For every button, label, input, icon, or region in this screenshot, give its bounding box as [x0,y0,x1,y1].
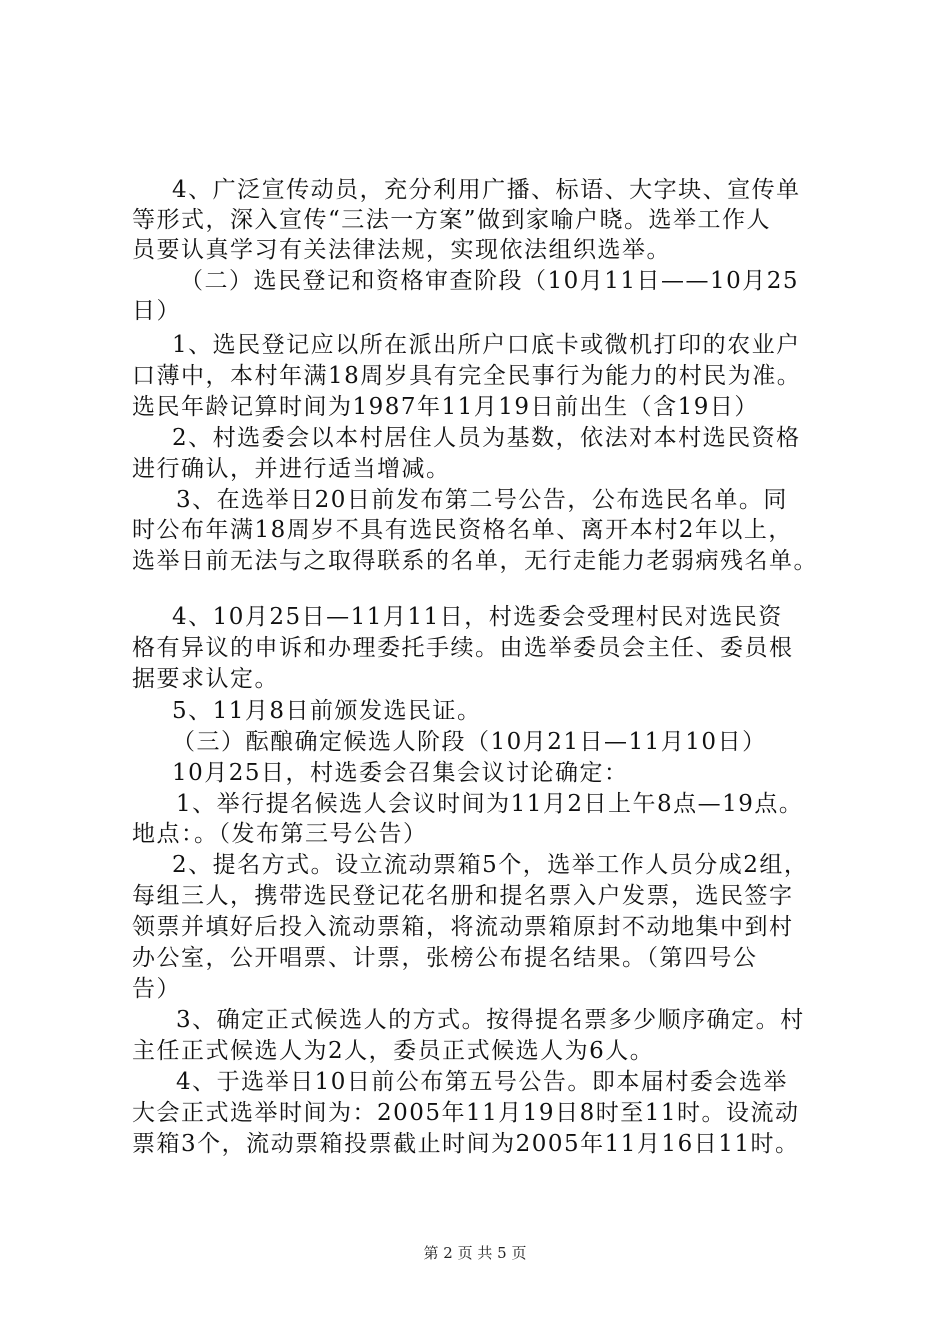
paragraph-line: 口薄中，本村年满18周岁具有完全民事行为能力的村民为准。 [132,363,802,389]
page-footer: 第 2 页 共 5 页 [423,1244,527,1262]
paragraph-line: 据要求认定。 [132,666,279,692]
paragraph-line: 格有异议的申诉和办理委托手续。由选举委员会主任、委员根 [132,635,794,661]
paragraph-line: 4、10月25日—11月11日，村选委会受理村民对选民资 [172,604,783,630]
paragraph-line: 员要认真学习有关法律法规，实现依法组织选举。 [132,237,671,263]
paragraph-line: 每组三人，携带选民登记花名册和提名票入户发票，选民签字 [132,883,794,909]
paragraph-line: 1、举行提名候选人会议时间为11月2日上午8点—19点。 [176,791,804,817]
paragraph-line: 进行确认，并进行适当增减。 [132,456,451,482]
paragraph-line: 选民年龄记算时间为1987年11月19日前出生（含19日） [132,394,759,420]
paragraph-line: 大会正式选举时间为：2005年11月19日8时至11时。设流动 [132,1100,800,1126]
paragraph-line: 地点：。（发布第三号公告） [132,821,428,847]
paragraph-line: 3、确定正式候选人的方式。按得提名票多少顺序确定。村 [176,1007,805,1033]
paragraph-line: 2、村选委会以本村居住人员为基数，依法对本村选民资格 [172,425,801,451]
paragraph-line: 4、广泛宣传动员，充分利用广播、标语、大字块、宣传单 [172,177,801,203]
paragraph-line: 办公室，公开唱票、计票，张榜公布提名结果。（第四号公 [132,945,758,971]
paragraph-line: 告） [132,976,181,1002]
paragraph-line: 4、于选举日10日前公布第五号公告。即本届村委会选举 [176,1069,788,1095]
paragraph-line: 主任正式候选人为2人，委员正式候选人为6人。 [132,1038,655,1064]
paragraph-line: 5、11月8日前颁发选民证。 [172,698,482,724]
paragraph-line: 选举日前无法与之取得联系的名单，无行走能力老弱病残名单。 [132,548,818,574]
paragraph-line: 2、提名方式。设立流动票箱5个，选举工作人员分成2组， [172,852,809,878]
paragraph-line: 领票并填好后投入流动票箱，将流动票箱原封不动地集中到村 [132,914,794,940]
section-heading: （二）选民登记和资格审查阶段（10月11日——10月25 [180,268,800,294]
paragraph-line: 1、选民登记应以所在派出所户口底卡或微机打印的农业户 [172,332,801,358]
paragraph-line: 日） [132,298,181,324]
paragraph-line: 时公布年满18周岁不具有选民资格名单、离开本村2年以上， [132,517,793,543]
section-heading: （三）酝酿确定候选人阶段（10月21日—11月10日） [172,729,767,755]
paragraph-line: 等形式，深入宣传“三法一方案”做到家喻户晓。选举工作人 [132,207,772,233]
paragraph-line: 票箱3个，流动票箱投票截止时间为2005年11月16日11时。 [132,1131,800,1157]
paragraph-line: 3、在选举日20日前发布第二号公告，公布选民名单。同 [176,487,788,513]
paragraph-line: 10月25日，村选委会召集会议讨论确定： [172,760,629,786]
